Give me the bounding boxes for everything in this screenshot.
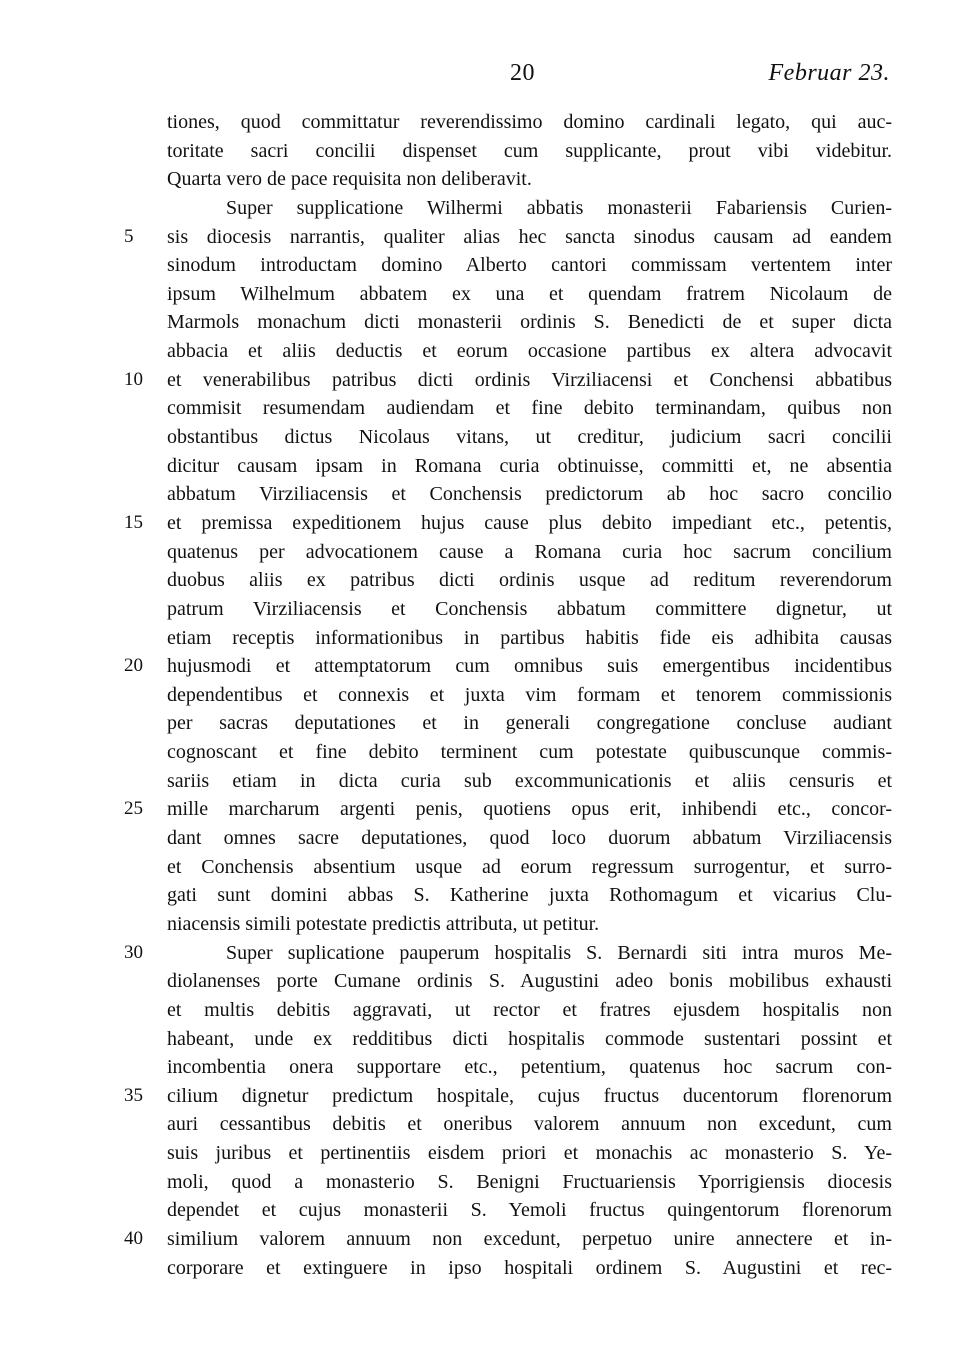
text-line <box>0 423 960 452</box>
line-text: et premissa expeditionem hujus cause plus debito impediant etc., petentis, <box>167 511 892 534</box>
line-text: cilium dignetur predictum hospitale, cujus fructus ducentorum florenorum <box>167 1084 892 1107</box>
text-line <box>0 1254 960 1283</box>
line-text: et Conchensis absentium usque ad eorum regressum surrogentur, et surro- <box>167 855 892 878</box>
text-line <box>0 1110 960 1139</box>
line-text: dicitur causam ipsam in Romana curia obtinuisse, committi et, ne absentia <box>167 454 892 477</box>
line-text: obstantibus dictus Nicolaus vitans, ut creditur, judicium sacri concilii <box>167 426 892 449</box>
text-line <box>0 681 960 710</box>
line-text: dependet et cujus monasterii S. Yemoli fructus quingentorum florenorum <box>167 1199 892 1222</box>
line-text: similium valorem annuum non excedunt, perpetuo unire annectere et in- <box>167 1227 892 1250</box>
text-line <box>0 624 960 653</box>
line-text: commisit resumendam audiendam et fine debito terminandam, quibus non <box>167 397 892 420</box>
line-text: Quarta vero de pace requisita non deliberavit. <box>167 168 532 191</box>
line-text: dependentibus et connexis et juxta vim formam et tenorem commissionis <box>167 683 892 706</box>
line-text: gati sunt domini abbas S. Katherine juxta Rothomagum et vicarius Clu- <box>167 884 892 907</box>
text-line <box>0 1225 960 1254</box>
line-text: diolanenses porte Cumane ordinis S. Augustini adeo bonis mobilibus exhausti <box>167 970 892 993</box>
line-text: toritate sacri concilii dispenset cum supplicante, prout vibi videbitur. <box>167 139 892 162</box>
line-number: 25 <box>124 798 143 820</box>
text-line <box>0 108 960 137</box>
line-number: 15 <box>124 511 143 533</box>
text-line <box>0 1196 960 1225</box>
line-number: 10 <box>124 368 143 390</box>
text-line <box>0 394 960 423</box>
line-text: etiam receptis informationibus in partibus habitis fide eis adhibita causas <box>167 626 892 649</box>
text-line <box>0 251 960 280</box>
line-number: 40 <box>124 1227 143 1249</box>
page-number: 20 <box>510 60 535 86</box>
text-line <box>0 452 960 481</box>
line-text: sinodum introductam domino Alberto cantori commissam vertentem inter <box>167 254 892 277</box>
line-text: et multis debitis aggravati, ut rector et fratres ejusdem hospitalis non <box>167 998 892 1021</box>
line-text: corporare et extinguere in ipso hospitali ordinem S. Augustini et rec- <box>167 1256 892 1279</box>
line-text: suis juribus et pertinentiis eisdem priori et monachis ac monasterio S. Ye- <box>167 1142 892 1165</box>
text-line <box>0 824 960 853</box>
line-text: duobus aliis ex patribus dicti ordinis usque ad reditum reverendorum <box>167 569 892 592</box>
line-text: per sacras deputationes et in generali congregatione concluse audiant <box>167 712 892 735</box>
text-line <box>0 1053 960 1082</box>
line-number: 20 <box>124 655 143 677</box>
line-text: mille marcharum argenti penis, quotiens opus erit, inhibendi etc., concor- <box>167 798 892 821</box>
line-text: moli, quod a monasterio S. Benigni Fructuariensis Yporrigiensis diocesis <box>167 1170 892 1193</box>
line-number: 30 <box>124 941 143 963</box>
line-text: hujusmodi et attemptatorum cum omnibus suis emergentibus incidentibus <box>167 655 892 678</box>
line-text: Super suplicatione pauperum hospitalis S. Bernardi siti intra muros Me- <box>226 941 892 964</box>
text-line <box>0 1139 960 1168</box>
text-line <box>0 996 960 1025</box>
text-line <box>0 165 960 194</box>
line-text: cognoscant et fine debito terminent cum potestate quibuscunque commis- <box>167 741 892 764</box>
text-line <box>0 967 960 996</box>
line-text: quatenus per advocationem cause a Romana curia hoc sacrum concilium <box>167 540 892 563</box>
line-text: habeant, unde ex redditibus dicti hospitalis commode sustentari possint et <box>167 1027 892 1050</box>
text-line <box>0 910 960 939</box>
line-text: abbacia et aliis deductis et eorum occasione partibus ex altera advocavit <box>167 340 892 363</box>
text-line <box>0 881 960 910</box>
text-line <box>0 853 960 882</box>
line-text: auri cessantibus debitis et oneribus valorem annuum non excedunt, cum <box>167 1113 892 1136</box>
running-head: Februar 23. <box>768 60 890 86</box>
page-header <box>0 58 960 88</box>
text-line <box>0 337 960 366</box>
line-text: tiones, quod committatur reverendissimo domino cardinali legato, qui auc- <box>167 111 892 133</box>
text-line <box>0 767 960 796</box>
document-body <box>0 108 960 1282</box>
line-text: dant omnes sacre deputationes, quod loco duorum abbatum Virziliacensis <box>167 827 892 850</box>
line-text: Marmols monachum dicti monasterii ordinis S. Benedicti de et super dicta <box>167 311 892 334</box>
text-line <box>0 308 960 337</box>
line-text: Super supplicatione Wilhermi abbatis monasterii Fabariensis Curien- <box>226 196 892 219</box>
line-text: sariis etiam in dicta curia sub excommunicationis et aliis censuris et <box>167 769 892 792</box>
text-line <box>0 939 960 968</box>
text-line <box>0 194 960 223</box>
line-text: sis diocesis narrantis, qualiter alias hec sancta sinodus causam ad eandem <box>167 225 892 248</box>
text-line <box>0 1082 960 1111</box>
line-text: niacensis simili potestate predictis attributa, ut petitur. <box>167 912 600 935</box>
text-line <box>0 366 960 395</box>
text-line <box>0 595 960 624</box>
line-number: 5 <box>124 225 134 247</box>
text-line <box>0 480 960 509</box>
text-line <box>0 1168 960 1197</box>
text-line <box>0 566 960 595</box>
text-line <box>0 223 960 252</box>
line-text: abbatum Virziliacensis et Conchensis predictorum ab hoc sacro concilio <box>167 483 892 506</box>
text-line <box>0 1025 960 1054</box>
text-line <box>0 538 960 567</box>
text-line <box>0 137 960 166</box>
text-line <box>0 795 960 824</box>
text-line <box>0 509 960 538</box>
text-line <box>0 738 960 767</box>
line-text: ipsum Wilhelmum abbatem ex una et quendam fratrem Nicolaum de <box>167 282 892 305</box>
text-line <box>0 652 960 681</box>
text-line <box>0 709 960 738</box>
line-number: 35 <box>124 1084 143 1106</box>
line-text: incombentia onera supportare etc., petentium, quatenus hoc sacrum con- <box>167 1056 892 1079</box>
line-text: et venerabilibus patribus dicti ordinis Virziliacensi et Conchensi abbatibus <box>167 368 892 391</box>
line-text: patrum Virziliacensis et Conchensis abbatum committere dignetur, ut <box>167 597 892 620</box>
text-line <box>0 280 960 309</box>
